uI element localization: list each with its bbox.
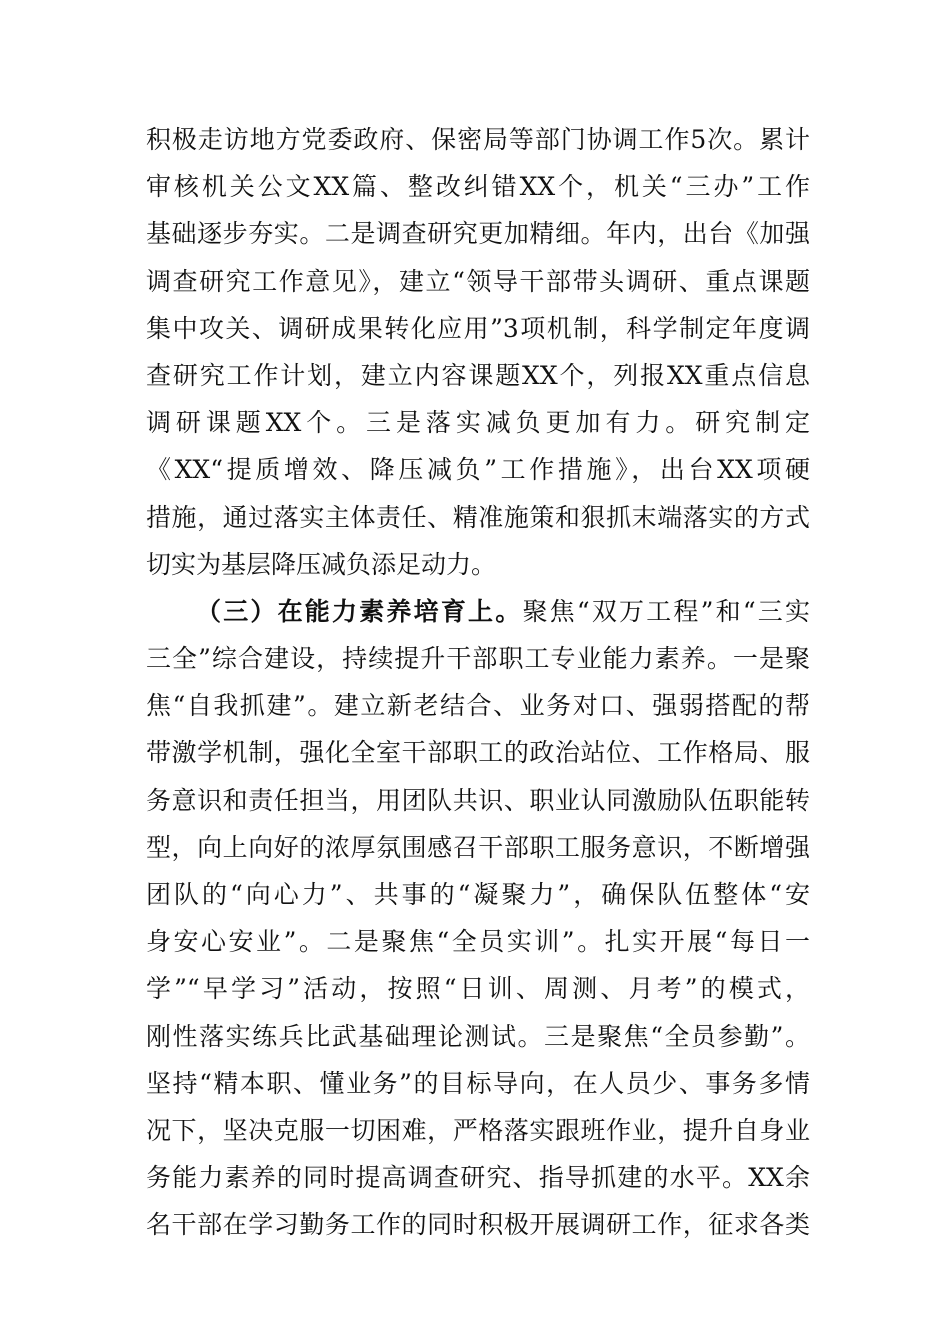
text-line: 坚持“精本职、懂业务”的目标导向，在人员少、事务多情 bbox=[146, 1068, 810, 1098]
text-line: 务意识和责任担当，用团队共识、职业认同激励队伍职能转 bbox=[146, 785, 810, 815]
text-line: 集中攻关、调研成果转化应用”3项机制，科学制定年度调 bbox=[146, 313, 810, 343]
text-line: 况下，坚决克服一切困难，严格落实跟班作业，提升自身业 bbox=[146, 1115, 810, 1145]
text-line: 《XX“提质增效、降压减负”工作措施》，出台XX项硬 bbox=[146, 455, 810, 485]
text-line: 积极走访地方党委政府、保密局等部门协调工作5次。累计 bbox=[146, 125, 810, 154]
text-line: 调研课题XX个。三是落实减负更加有力。研究制定 bbox=[146, 408, 810, 438]
text-line: 切实为基层降压减负添足动力。 bbox=[146, 549, 497, 579]
section-heading-line bbox=[146, 588, 810, 635]
text-line: 名干部在学习勤务工作的同时积极开展调研工作，征求各类 bbox=[146, 1210, 810, 1240]
text-line: 基础逐步夯实。二是调查研究更加精细。年内，出台《加强 bbox=[146, 219, 810, 249]
text-line: 带激学机制，强化全室干部职工的政治站位、工作格局、服 bbox=[146, 738, 810, 768]
text-line: 审核机关公文XX篇、整改纠错XX个，机关“三办”工作 bbox=[146, 172, 810, 202]
text-line: 身安心安业”。二是聚焦“全员实训”。扎实开展“每日一 bbox=[146, 927, 811, 957]
text-line: 务能力素养的同时提高调查研究、指导抓建的水平。XX余 bbox=[146, 1163, 810, 1193]
text-run: 聚焦“双万工程”和“三实 bbox=[522, 596, 811, 626]
text-line: 刚性落实练兵比武基础理论测试。三是聚焦“全员参勤”。 bbox=[146, 1021, 810, 1051]
text-line: 调查研究工作意见》，建立“领导干部带头调研、重点课题 bbox=[146, 266, 810, 296]
text-line: 学”“早学习”活动，按照“日训、周测、月考”的模式， bbox=[146, 974, 810, 1004]
document-body bbox=[146, 116, 810, 1249]
paragraph-1 bbox=[146, 116, 810, 588]
section-heading: （三）在能力素养培育上。 bbox=[196, 596, 523, 626]
text-line: 型，向上向好的浓厚氛围感召干部职工服务意识，不断增强 bbox=[146, 832, 810, 862]
text-line: 查研究工作计划，建立内容课题XX个，列报XX重点信息 bbox=[146, 360, 810, 390]
text-line: 三全”综合建设，持续提升干部职工专业能力素养。一是聚 bbox=[146, 644, 810, 674]
text-line: 措施，通过落实主体责任、精准施策和狠抓末端落实的方式 bbox=[146, 502, 810, 532]
paragraph-2 bbox=[146, 588, 810, 1249]
text-line: 焦“自我抓建”。建立新老结合、业务对口、强弱搭配的帮 bbox=[146, 691, 810, 721]
text-line: 团队的“向心力”、共事的“凝聚力”，确保队伍整体“安 bbox=[146, 880, 810, 909]
